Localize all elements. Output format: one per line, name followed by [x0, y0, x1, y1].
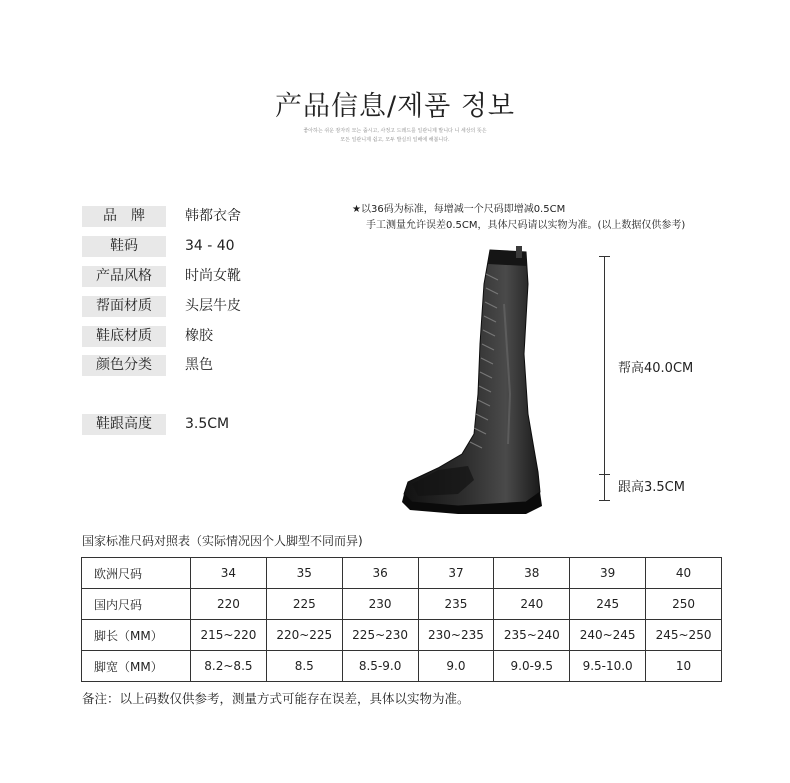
heel-height-line [604, 474, 605, 500]
row-label-eu-size: 欧洲尺码 [82, 558, 191, 589]
table-cell: 240 [494, 589, 570, 620]
table-cell: 8.5-9.0 [342, 651, 418, 682]
spec-label-color: 颜色分类 [82, 355, 166, 376]
spec-label-brand: 品 牌 [82, 206, 166, 227]
table-cell: 8.5 [266, 651, 342, 682]
remark-note: 备注：以上码数仅供参考，测量方式可能存在误差，具体以实物为准。 [82, 691, 470, 706]
table-cell: 235~240 [494, 620, 570, 651]
table-cell: 10 [646, 651, 722, 682]
heel-bottom-tick [599, 500, 610, 501]
table-cell: 245~250 [646, 620, 722, 651]
table-cell: 39 [570, 558, 646, 589]
page-title: 产品信息/제품 정보 [274, 91, 515, 122]
table-cell: 8.2~8.5 [191, 651, 267, 682]
spec-label-size: 鞋码 [82, 236, 166, 257]
table-cell: 240~245 [570, 620, 646, 651]
table-cell: 35 [266, 558, 342, 589]
spec-value-size: 34 - 40 [185, 238, 235, 254]
table-cell: 9.0-9.5 [494, 651, 570, 682]
table-cell: 38 [494, 558, 570, 589]
table-cell: 220 [191, 589, 267, 620]
subtitle-line-2: 모든 일관니제 쉽고, 모두 발실의 일배에 해봅니다. [340, 137, 450, 143]
table-row [82, 620, 722, 651]
table-cell: 40 [646, 558, 722, 589]
table-cell: 9.0 [418, 651, 494, 682]
spec-label-style: 产品风格 [82, 266, 166, 287]
row-label-foot-length: 脚长（MM） [82, 620, 191, 651]
spec-value-brand: 韩都衣舍 [185, 208, 241, 224]
table-cell: 215~220 [191, 620, 267, 651]
spec-value-upper-material: 头层牛皮 [185, 298, 241, 314]
table-cell: 235 [418, 589, 494, 620]
table-cell: 34 [191, 558, 267, 589]
boot-image [398, 244, 548, 514]
spec-value-color: 黑色 [185, 357, 213, 373]
table-cell: 225~230 [342, 620, 418, 651]
table-cell: 225 [266, 589, 342, 620]
spec-label-heel-height: 鞋跟高度 [82, 414, 166, 435]
table-cell: 230~235 [418, 620, 494, 651]
spec-value-heel-height: 3.5CM [185, 416, 230, 432]
shaft-height-label: 帮高40.0CM [618, 361, 694, 376]
heel-height-label: 跟高3.5CM [618, 480, 685, 495]
table-cell: 36 [342, 558, 418, 589]
size-table [81, 557, 722, 682]
row-label-cn-size: 国内尺码 [82, 589, 191, 620]
spec-value-style: 时尚女靴 [185, 268, 241, 284]
size-note-line-2: 手工测量允许误差0.5CM，具体尺码请以实物为准。(以上数据仅供参考) [366, 220, 686, 231]
table-cell: 230 [342, 589, 418, 620]
row-label-foot-width: 脚宽（MM） [82, 651, 191, 682]
size-note-line-1: ★以36码为标准，每增减一个尺码即增减0.5CM [352, 204, 566, 215]
table-cell: 250 [646, 589, 722, 620]
subtitle-line-1: 좋아하는 쉬운 잠자리 모는 줍시고, 사정고 드레드를 일관니제 발니다 니 세상의 뜻은 [303, 128, 487, 134]
table-row [82, 589, 722, 620]
table-row [82, 558, 722, 589]
table-cell: 245 [570, 589, 646, 620]
table-cell: 220~225 [266, 620, 342, 651]
size-table-title: 国家标准尺码对照表（实际情况因个人脚型不同而异) [82, 534, 363, 548]
spec-value-sole-material: 橡胶 [185, 328, 213, 344]
spec-label-upper-material: 帮面材质 [82, 296, 166, 317]
table-row [82, 651, 722, 682]
table-cell: 9.5-10.0 [570, 651, 646, 682]
shaft-height-line [604, 256, 605, 474]
spec-label-sole-material: 鞋底材质 [82, 326, 166, 347]
table-cell: 37 [418, 558, 494, 589]
